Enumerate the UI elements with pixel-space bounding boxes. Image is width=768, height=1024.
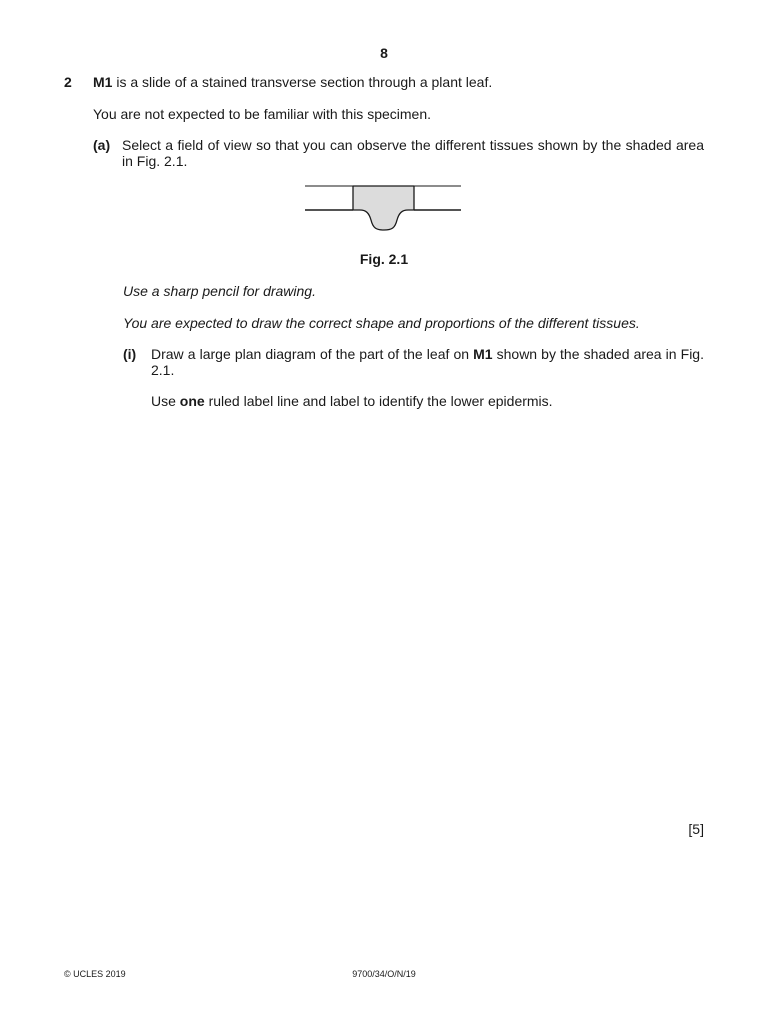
question-intro [93, 74, 703, 90]
part-i-label-instruction [151, 393, 704, 409]
part-a-label: (a) [93, 137, 111, 153]
figure-caption: Fig. 2.1 [359, 251, 409, 267]
question-intro-text: is a slide of a stained transverse section through a plant leaf. [112, 74, 493, 90]
footer-paper-code: 9700/34/O/N/19 [352, 969, 416, 979]
use-text-end: ruled label line and label to identify the lower epidermis. [204, 393, 553, 409]
use-text-start: Use [151, 393, 180, 409]
part-i-specimen-code: M1 [473, 346, 493, 362]
specimen-code: M1 [93, 74, 113, 90]
part-i-text [151, 346, 704, 378]
use-emphasis: one [179, 393, 205, 409]
marks-available: [5] [688, 821, 704, 837]
answer-drawing-area[interactable] [93, 420, 704, 815]
leaf-section-figure [305, 182, 463, 234]
footer-copyright: © UCLES 2019 [64, 969, 126, 979]
instruction-proportions: You are expected to draw the correct shape and proportions of the different tissues. [123, 315, 640, 331]
question-note: You are not expected to be familiar with this specimen. [93, 106, 432, 122]
part-i-text-start: Draw a large plan diagram of the part of the leaf on [151, 346, 474, 362]
part-a-text: Select a field of view so that you can observe the different tissues shown by the shaded area in Fig. 2.1. [122, 137, 704, 169]
page-number: 8 [380, 45, 388, 61]
part-i-label: (i) [123, 346, 137, 362]
question-number: 2 [64, 74, 72, 90]
midrib-shaded-area [353, 186, 414, 230]
part-i-text-end: shown by the shaded area in Fig. 2.1. [151, 346, 704, 378]
instruction-pencil: Use a sharp pencil for drawing. [123, 283, 316, 299]
